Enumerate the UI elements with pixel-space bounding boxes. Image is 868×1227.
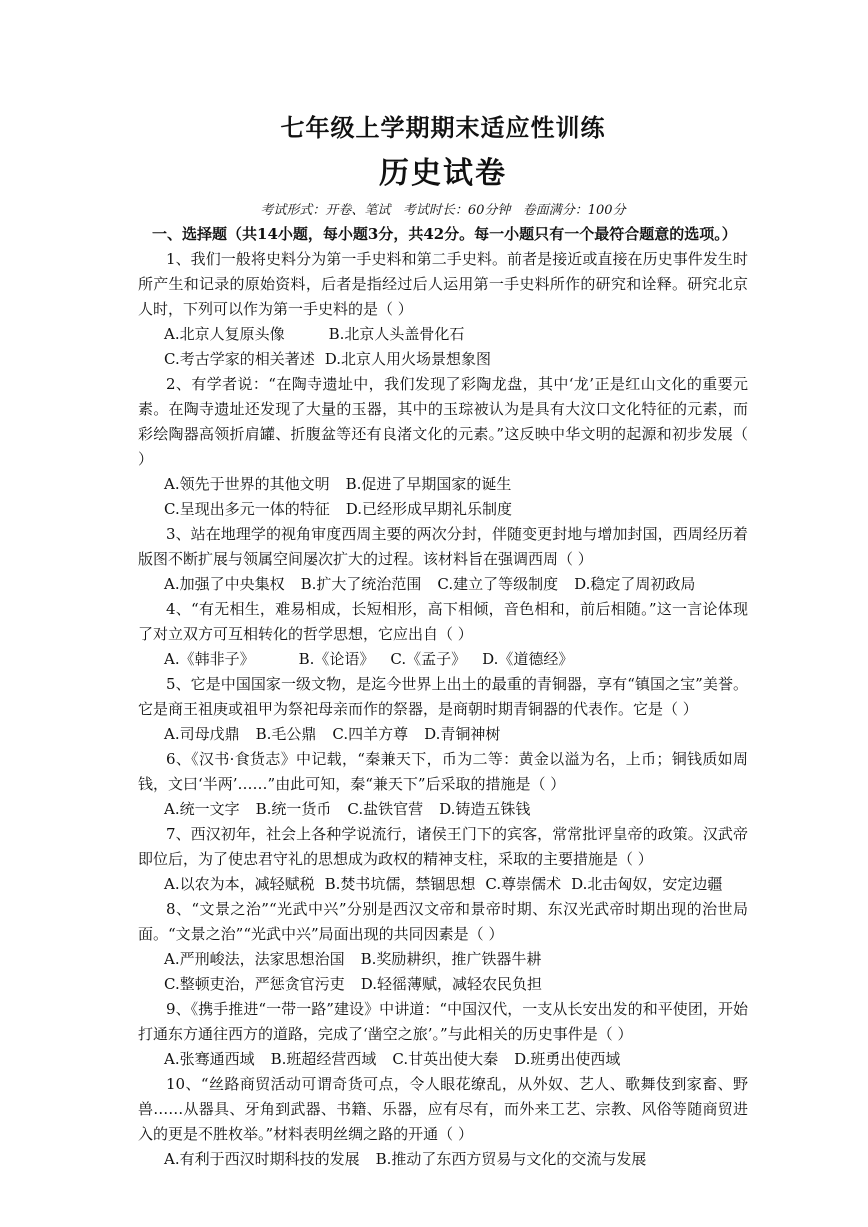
section-heading: 一、选择题（共14小题，每小题3分，共42分。每一小题只有一个最符合题意的选项。） [152,225,737,243]
question-7-option-d: D.北击匈奴，安定边疆 [571,875,723,893]
question-3-stem: 3、站在地理学的视角审度西周主要的两次分封，伴随变更封地与增加封国，西周经历着版图不断扩展与领属空间屡次扩大的过程。该材料旨在强调西周（ ） [138,525,748,568]
question-7-option-b: B.焚书坑儒，禁锢思想 [324,875,476,893]
question-10-stem: 10、“丝路商贸活动可谓奇货可点，令人眼花缭乱，从外奴、艺人、歌舞伎到家畜、野兽……从器具、牙角到武器、书籍、乐器，应有尽有，而外来工艺、宗教、风俗等随商贸进入的更是不胜枚举。”材料表明丝绸之路的开通（ ） [138,1075,748,1143]
question-6-option-a: A.统一文字 [164,800,240,818]
question-5-stem: 5、它是中国国家一级文物，是迄今世界上出土的最重的青铜器，享有“镇国之宝”美誉。它是商王祖庚或祖甲为祭祀母亲而作的祭器，是商朝时期青铜器的代表作。它是（ ） [138,675,748,718]
question-10-option-a: A.有利于西汉时期科技的发展 [164,1150,360,1168]
question-5-option-d: D.青铜神树 [424,725,501,743]
question-5-options [138,722,748,747]
question-10-options [138,1147,748,1172]
question-9-option-a: A.张骞通西域 [164,1050,255,1068]
question-4-option-a: A.《韩非子》 [164,650,255,668]
question-9-stem: 9、《携手推进“一带一路”建设》中讲道：“中国汉代，一支从长安出发的和平使团，开始打通东方通往西方的道路，完成了‘凿空之旅’。”与此相关的历史事件是（ ） [138,1000,748,1043]
question-6-option-c: C.盐铁官营 [347,800,424,818]
question-8-option-b: B.奖励耕织，推广铁器牛耕 [360,950,542,968]
question-7-option-c: C.尊崇儒术 [485,875,562,893]
question-8-option-d: D.轻徭薄赋，减轻农民负担 [360,975,542,993]
question-1-option-c: C.考古学家的相关著述 [164,350,315,368]
exam-subtitle: 历史试卷 [379,156,507,191]
question-4-stem: 4、“有无相生，难易相成，长短相形，高下相倾，音色相和，前后相随。”这一言论体现了对立双方可互相转化的哲学思想，它应出自（ ） [138,600,748,643]
question-2-option-d: D.已经形成早期礼乐制度 [345,500,512,518]
question-6-options [138,797,748,822]
question-1-option-d: D.北京人用火场景想象图 [324,350,491,368]
question-2-options-row2 [138,497,748,522]
question-7-options [138,872,748,897]
question-9-option-b: B.班超经营西域 [270,1050,377,1068]
question-8-stem: 8、“文景之治”“光武中兴”分别是西汉文帝和景帝时期、东汉光武帝时期出现的治世局面。“文景之治”“光武中兴”局面出现的共同因素是（ ） [138,900,748,943]
question-9-options [138,1047,748,1072]
question-5-option-c: C.四羊方尊 [332,725,409,743]
question-3-option-a: A.加强了中央集权 [164,575,285,593]
question-1-options [138,322,748,347]
question-2-options [138,472,748,497]
question-10-option-b: B.推动了东西方贸易与文化的交流与发展 [375,1150,647,1168]
question-1-stem: 1、我们一般将史料分为第一手史料和第二手史料。前者是接近或直接在历史事件发生时所产生和记录的原始资料，后者是指经过后人运用第一手史料所作的研究和诠释。研究北京人时，下列可以作为第一手史料的是（ ） [138,250,748,318]
question-1-option-b: B.北京人头盖骨化石 [328,325,465,343]
question-5-option-a: A.司母戊鼎 [164,725,240,743]
question-4-option-b: B.《论语》 [298,650,375,668]
question-3-options [138,572,748,597]
question-3-option-d: D.稳定了周初政局 [574,575,696,593]
question-2-stem: 2、有学者说：“在陶寺遗址中，我们发现了彩陶龙盘，其中‘龙’正是红山文化的重要元素。在陶寺遗址还发现了大量的玉器，其中的玉琮被认为是具有大汶口文化特征的元素，而彩绘陶器高领折肩罐、折腹盆等还有良渚文化的元素。”这反映中华文明的起源和初步发展（ ） [138,375,748,468]
exam-title: 七年级上学期期末适应性训练 [280,113,606,142]
question-1-option-a: A.北京人复原头像 [164,325,285,343]
question-9-option-c: C.甘英出使大秦 [392,1050,499,1068]
question-8-option-a: A.严刑峻法，法家思想治国 [164,950,345,968]
question-8-options-row2 [138,972,748,997]
question-6-stem: 6、《汉书·食货志》中记载，“秦兼天下，币为二等：黄金以溢为名，上币；铜钱质如周钱，文曰‘半两’……”由此可知，秦“兼天下”后采取的措施是（ ） [138,750,748,793]
question-4-options [138,647,748,672]
exam-content [138,110,748,1172]
question-7-stem: 7、西汉初年，社会上各种学说流行，诸侯王门下的宾客，常常批评皇帝的政策。汉武帝即位后，为了使忠君守礼的思想成为政权的精神支柱，采取的主要措施是（ ） [138,825,748,868]
question-7-option-a: A.以农为本，减轻赋税 [164,875,315,893]
question-2-option-b: B.促进了早期国家的诞生 [345,475,512,493]
exam-info: 考试形式：开卷、笔试 考试时长：60分钟 卷面满分：100分 [260,203,626,218]
question-3-option-c: C.建立了等级制度 [437,575,559,593]
question-5-option-b: B.毛公鼎 [255,725,317,743]
question-8-option-c: C.整顿吏治，严惩贪官污吏 [164,975,345,993]
question-2-option-a: A.领先于世界的其他文明 [164,475,330,493]
question-2-option-c: C.呈现出多元一体的特征 [164,500,330,518]
question-4-option-d: D.《道德经》 [482,650,574,668]
question-9-option-d: D.班勇出使西域 [514,1050,621,1068]
question-3-option-b: B.扩大了统治范围 [300,575,422,593]
question-6-option-b: B.统一货币 [255,800,332,818]
question-1-options-row2 [138,347,748,372]
question-8-options [138,947,748,972]
question-4-option-c: C.《孟子》 [390,650,467,668]
question-6-option-d: D.铸造五铢钱 [439,800,531,818]
